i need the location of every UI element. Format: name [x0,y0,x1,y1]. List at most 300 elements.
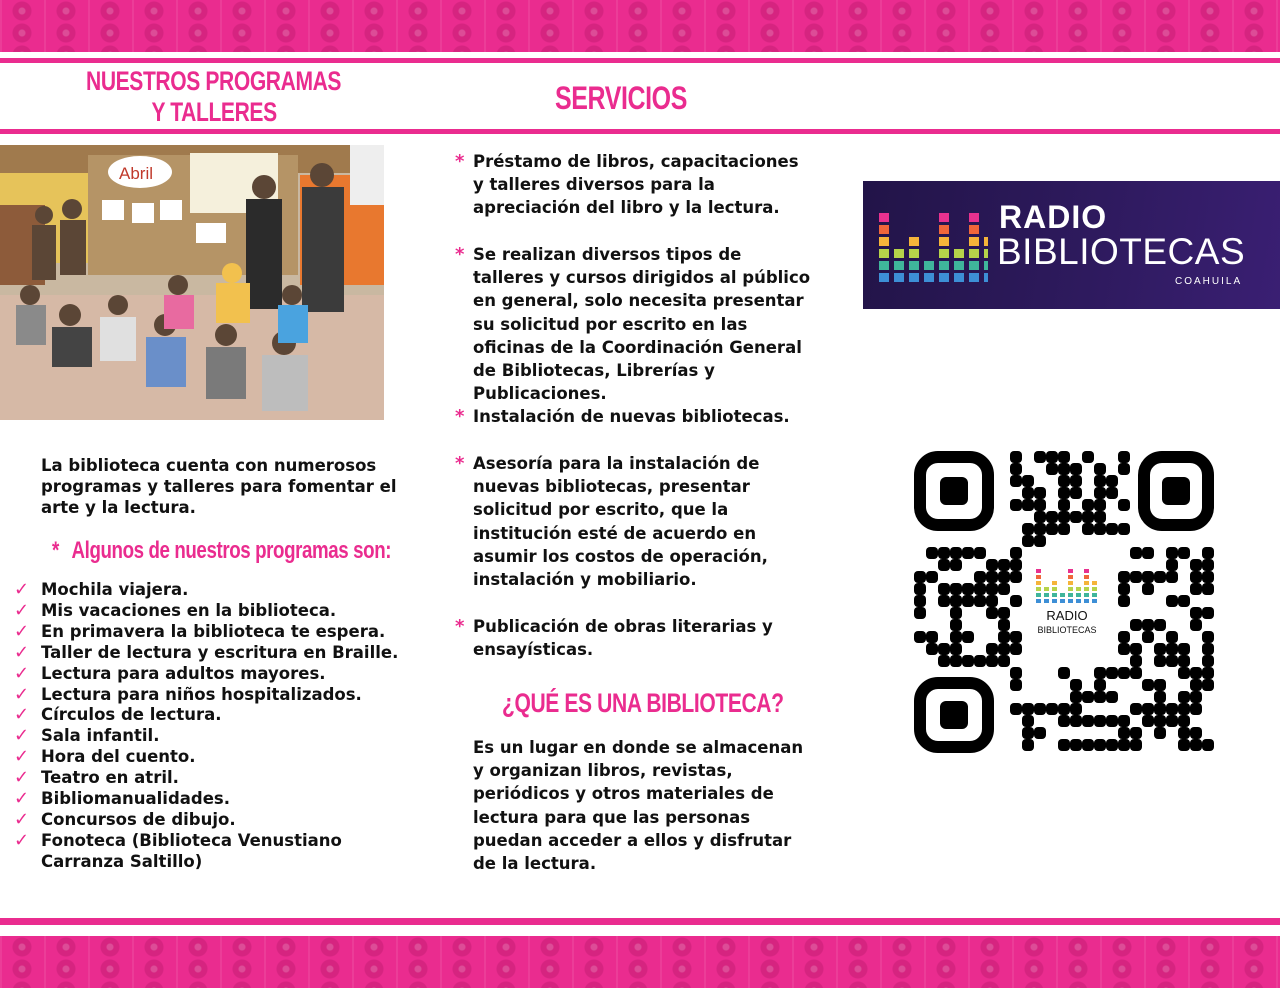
list-item: ✓ Fonoteca (Biblioteca Venustiano Carranza Saltillo) [14,829,342,871]
qr-module [1154,727,1166,739]
qr-module [986,607,998,619]
qr-module [1202,739,1214,751]
qr-module [998,655,1010,667]
qr-module [950,631,962,643]
qr-module [1130,571,1142,583]
qr-module [1130,643,1142,655]
equalizer-bar [1052,593,1057,597]
qr-module [1070,703,1082,715]
qr-module [1106,487,1118,499]
qr-module [1070,463,1082,475]
equalizer-bar [879,225,889,234]
equalizer-bar [1092,593,1097,597]
qr-module [1154,619,1166,631]
qr-module [986,571,998,583]
equalizer-bar [969,273,979,282]
logo-title: RADIO [999,199,1108,235]
qr-module [1202,547,1214,559]
qr-module [1046,463,1058,475]
qr-module [974,655,986,667]
qr-module [1202,583,1214,595]
qr-module [962,631,974,643]
qr-module [1142,571,1154,583]
checkmark-icon: ✓ [14,829,30,851]
qr-module [1178,643,1190,655]
qr-module [1190,583,1202,595]
qr-module [1178,739,1190,751]
equalizer-bar [1068,569,1073,573]
qr-module [926,571,938,583]
equalizer-bar [879,249,889,258]
qr-module [1202,607,1214,619]
service-item: * Préstamo de libros, capacitaciones y talleres diversos para la apreciación del libro y la lectura. [455,151,799,218]
qr-center-title: RADIO [1046,608,1088,623]
qr-module [1046,703,1058,715]
qr-module [1130,727,1142,739]
qr-module [1058,667,1070,679]
qr-module [914,583,926,595]
qr-module [1070,511,1082,523]
qr-module [938,643,950,655]
list-item: ✓ Teatro en atril. [14,767,179,789]
qr-module [1178,655,1190,667]
equalizer-bar [984,273,988,282]
qr-module [1022,727,1034,739]
qr-module [1178,715,1190,727]
qr-module [1154,571,1166,583]
qr-module [950,655,962,667]
qr-module [998,571,1010,583]
qr-module [1046,451,1058,463]
equalizer-bar [909,273,919,282]
qr-module [1058,523,1070,535]
qr-module [1118,715,1130,727]
service-item: * Publicación de obras literarias y ensayísticas. [455,616,773,660]
qr-module [1190,607,1202,619]
equalizer-bar [939,237,949,246]
qr-module [1202,667,1214,679]
subheading-star: * [52,537,59,564]
equalizer-bar [939,261,949,270]
qr-module [974,595,986,607]
qr-module [1106,691,1118,703]
qr-module [1058,715,1070,727]
equalizer-small-icon [1026,559,1108,609]
qr-module [1010,451,1022,463]
checkmark-icon: ✓ [14,788,30,810]
equalizer-bar [1060,593,1065,597]
qr-module [1154,643,1166,655]
equalizer-bar [879,261,889,270]
qr-module [1034,511,1046,523]
asterisk-bullet: * [455,616,465,637]
equalizer-bar [924,273,934,282]
qr-module [1058,475,1070,487]
radio-bibliotecas-logo [863,181,1280,309]
what-is-library-text: Es un lugar en donde se almacenan y organizan libros, revistas, periódicos y otros materiales de lectura para que las personas puedan acceder a ellos y disfrutar de la lectura. [473,738,804,874]
qr-module [914,571,926,583]
qr-module [1022,523,1034,535]
qr-module [1178,703,1190,715]
qr-module [1190,667,1202,679]
equalizer-bar [1044,593,1049,597]
qr-module [1190,727,1202,739]
equalizer-bar [969,237,979,246]
qr-module [1034,727,1046,739]
equalizer-bar [1068,599,1073,603]
qr-module [1202,559,1214,571]
equalizer-bar [1036,587,1041,591]
equalizer-bar [1084,569,1089,573]
qr-module [1142,679,1154,691]
qr-module [1118,571,1130,583]
qr-module [1166,571,1178,583]
qr-module [962,547,974,559]
qr-module [1202,643,1214,655]
service-item: * Instalación de nuevas bibliotecas. [455,406,790,427]
list-item: ✓ Taller de lectura y escritura en Braille. [14,641,399,663]
asterisk-bullet: * [455,406,465,427]
qr-module [1034,451,1046,463]
qr-module [1070,487,1082,499]
equalizer-bar [1092,587,1097,591]
qr-module [938,559,950,571]
qr-module [950,547,962,559]
qr-module [1142,583,1154,595]
equalizer-bar [1052,599,1057,603]
qr-module [998,631,1010,643]
qr-module [1202,679,1214,691]
qr-module [986,583,998,595]
qr-module [1034,523,1046,535]
children-group-photo [0,145,384,420]
qr-module [1082,715,1094,727]
qr-module [1130,667,1142,679]
equalizer-bar [1084,593,1089,597]
qr-module [998,619,1010,631]
qr-module [1022,475,1034,487]
qr-module [1058,487,1070,499]
checkmark-icon: ✓ [14,641,30,663]
qr-module [1094,511,1106,523]
equalizer-bar [939,249,949,258]
qr-module [1034,535,1046,547]
programs-heading-line1: NUESTROS PROGRAMAS [86,66,342,96]
equalizer-bar [1036,581,1041,585]
list-item: ✓ Lectura para niños hospitalizados. [14,683,362,705]
list-item: ✓ Mochila viajera. [14,579,189,600]
equalizer-bar [909,237,919,246]
qr-module [914,607,926,619]
qr-module [1154,691,1166,703]
programs-list [14,580,414,873]
qr-module [1142,547,1154,559]
checkmark-icon: ✓ [14,683,30,705]
qr-module [1058,463,1070,475]
equalizer-bar [1044,599,1049,603]
qr-module [1082,739,1094,751]
qr-module [1166,715,1178,727]
qr-module [1142,715,1154,727]
qr-module [1010,679,1022,691]
qr-module [1094,691,1106,703]
equalizer-bar [1036,599,1041,603]
qr-module [1082,499,1094,511]
checkmark-icon: ✓ [14,746,30,768]
qr-module [974,547,986,559]
top-decorative-band [0,0,1280,52]
qr-module [962,583,974,595]
equalizer-bar [954,273,964,282]
equalizer-bar [1092,581,1097,585]
qr-module [1118,595,1130,607]
qr-module [1106,739,1118,751]
checkmark-icon: ✓ [14,704,30,726]
qr-module [950,619,962,631]
qr-module [1094,667,1106,679]
qr-module [1118,523,1130,535]
qr-module [1142,631,1154,643]
qr-module [914,595,926,607]
checkmark-icon: ✓ [14,620,30,642]
qr-module [974,583,986,595]
list-item: ✓ Bibliomanualidades. [14,788,230,810]
equalizer-bar [939,213,949,222]
equalizer-bar [984,261,988,270]
qr-module [962,595,974,607]
qr-module [998,583,1010,595]
qr-module [1166,631,1178,643]
equalizer-bar [1068,593,1073,597]
checkmark-icon: ✓ [14,808,30,830]
qr-module [1106,715,1118,727]
qr-center-subtitle: BIBLIOTECAS [1037,625,1097,635]
equalizer-bar [969,261,979,270]
qr-module [1118,499,1130,511]
qr-module [998,607,1010,619]
programs-subheading [52,537,391,565]
equalizer-bar [1036,593,1041,597]
qr-module [1010,595,1022,607]
qr-module [1166,547,1178,559]
top-stripe [0,58,1280,63]
qr-module [950,607,962,619]
qr-module [1082,451,1094,463]
qr-module [1190,679,1202,691]
qr-center-logo [1026,555,1108,650]
qr-module [1094,463,1106,475]
qr-module [1094,739,1106,751]
qr-module [986,655,998,667]
equalizer-bar [1068,575,1073,579]
qr-module [1154,655,1166,667]
equalizer-bar [1076,599,1081,603]
equalizer-bar [1092,599,1097,603]
qr-module [1154,679,1166,691]
service-item: * Se realizan diversos tipos de talleres y cursos dirigidos al público en general, solo necesita presentar su solicitud por escrito en las oficinas de la Coordinación General de Bibliotecas, Librerías y Publicaciones. [455,244,811,404]
subheading-text: Algunos de nuestros programas son: [71,537,392,564]
equalizer-bar [969,225,979,234]
qr-module [1094,523,1106,535]
qr-module [1130,619,1142,631]
qr-module [950,595,962,607]
qr-module [1022,715,1034,727]
qr-module [1070,691,1082,703]
equalizer-bar [1044,587,1049,591]
qr-module [1118,739,1130,751]
qr-module [1190,691,1202,703]
qr-module [914,631,926,643]
qr-module [1118,631,1130,643]
qr-module [1058,739,1070,751]
qr-module [1166,559,1178,571]
qr-module [1130,547,1142,559]
qr-module [998,643,1010,655]
qr-module [1166,703,1178,715]
qr-module [1094,499,1106,511]
qr-module [1010,463,1022,475]
checkmark-icon: ✓ [14,767,30,789]
qr-module [986,559,998,571]
qr-module [1190,559,1202,571]
list-item: ✓ Mis vacaciones en la biblioteca. [14,599,337,621]
service-item: * Asesoría para la instalación de nuevas bibliotecas, presentar solicitud por escrito, que la institución esté de acuerdo en asumir los costos de operación, instalación y mobiliario. [455,453,768,590]
qr-module [1022,499,1034,511]
qr-module [1010,631,1022,643]
asterisk-bullet: * [455,244,465,265]
equalizer-bar [1068,587,1073,591]
equalizer-bar [1052,581,1057,585]
qr-module [1166,655,1178,667]
checkmark-icon: ✓ [14,725,30,747]
qr-module [1166,595,1178,607]
bottom-stripe [0,918,1280,925]
qr-module [962,655,974,667]
qr-module [1166,643,1178,655]
qr-module [938,583,950,595]
qr-module [1094,487,1106,499]
equalizer-bar [1084,575,1089,579]
qr-module [1106,667,1118,679]
qr-module [1046,523,1058,535]
equalizer-bar [969,249,979,258]
qr-module [998,559,1010,571]
list-item: ✓ Lectura para adultos mayores. [14,662,326,684]
equalizer-bar [939,225,949,234]
qr-module [1178,691,1190,703]
qr-module [1010,571,1022,583]
qr-module [1010,559,1022,571]
equalizer-bar [1084,587,1089,591]
equalizer-bar [1036,575,1041,579]
qr-module [938,655,950,667]
checkmark-icon: ✓ [14,579,30,600]
qr-module [1010,643,1022,655]
qr-module [926,643,938,655]
equalizer-bar [969,213,979,222]
equalizer-bar [909,249,919,258]
equalizer-bar [939,273,949,282]
qr-module [1130,703,1142,715]
qr-module [1034,487,1046,499]
qr-module [1070,739,1082,751]
equalizer-bar [1076,587,1081,591]
header-divider-stripe [0,129,1280,134]
equalizer-bar [1068,581,1073,585]
qr-module [1142,703,1154,715]
qr-module [1082,511,1094,523]
qr-module [1070,475,1082,487]
equalizer-bar [1052,587,1057,591]
qr-module [986,643,998,655]
equalizer-bar [954,261,964,270]
qr-module [938,595,950,607]
qr-module [1094,475,1106,487]
qr-module [1022,703,1034,715]
equalizer-bar [984,237,988,246]
qr-module [938,547,950,559]
qr-module [1130,739,1142,751]
qr-module [1010,475,1022,487]
equalizer-bar [984,249,988,258]
equalizer-bar [1084,599,1089,603]
equalizer-bar [894,273,904,282]
equalizer-bar [879,213,889,222]
programs-heading [86,66,341,128]
asterisk-bullet: * [455,453,465,474]
logo-subtitle: BIBLIOTECAS [997,231,1246,272]
qr-module [1190,739,1202,751]
qr-module [1190,703,1202,715]
qr-module [1130,655,1142,667]
qr-module [926,547,938,559]
qr-module [1022,487,1034,499]
list-item: ✓ Concursos de dibujo. [14,808,236,830]
equalizer-bar [879,237,889,246]
qr-module [1106,475,1118,487]
qr-module [1034,703,1046,715]
qr-module [1082,691,1094,703]
equalizer-bar [894,261,904,270]
qr-module [1202,655,1214,667]
qr-module [1058,499,1070,511]
equalizer-icon [863,181,988,309]
asterisk-bullet: * [455,151,465,172]
qr-module [1118,451,1130,463]
equalizer-bar [879,273,889,282]
qr-module [1118,583,1130,595]
qr-module [1202,631,1214,643]
equalizer-bar [954,249,964,258]
qr-module [1142,619,1154,631]
qr-module [1058,511,1070,523]
qr-module [1034,499,1046,511]
what-is-library-heading: ¿QUÉ ES UNA BIBLIOTECA? [502,688,784,718]
qr-module [1202,571,1214,583]
qr-module [1082,523,1094,535]
checkmark-icon: ✓ [14,599,30,621]
checkmark-icon: ✓ [14,662,30,684]
qr-module [1010,547,1022,559]
qr-module [1190,571,1202,583]
qr-module [1070,715,1082,727]
equalizer-bar [1076,593,1081,597]
qr-module [1058,703,1070,715]
qr-module [1118,727,1130,739]
qr-module [1154,703,1166,715]
qr-module [1190,619,1202,631]
qr-module [1010,703,1022,715]
